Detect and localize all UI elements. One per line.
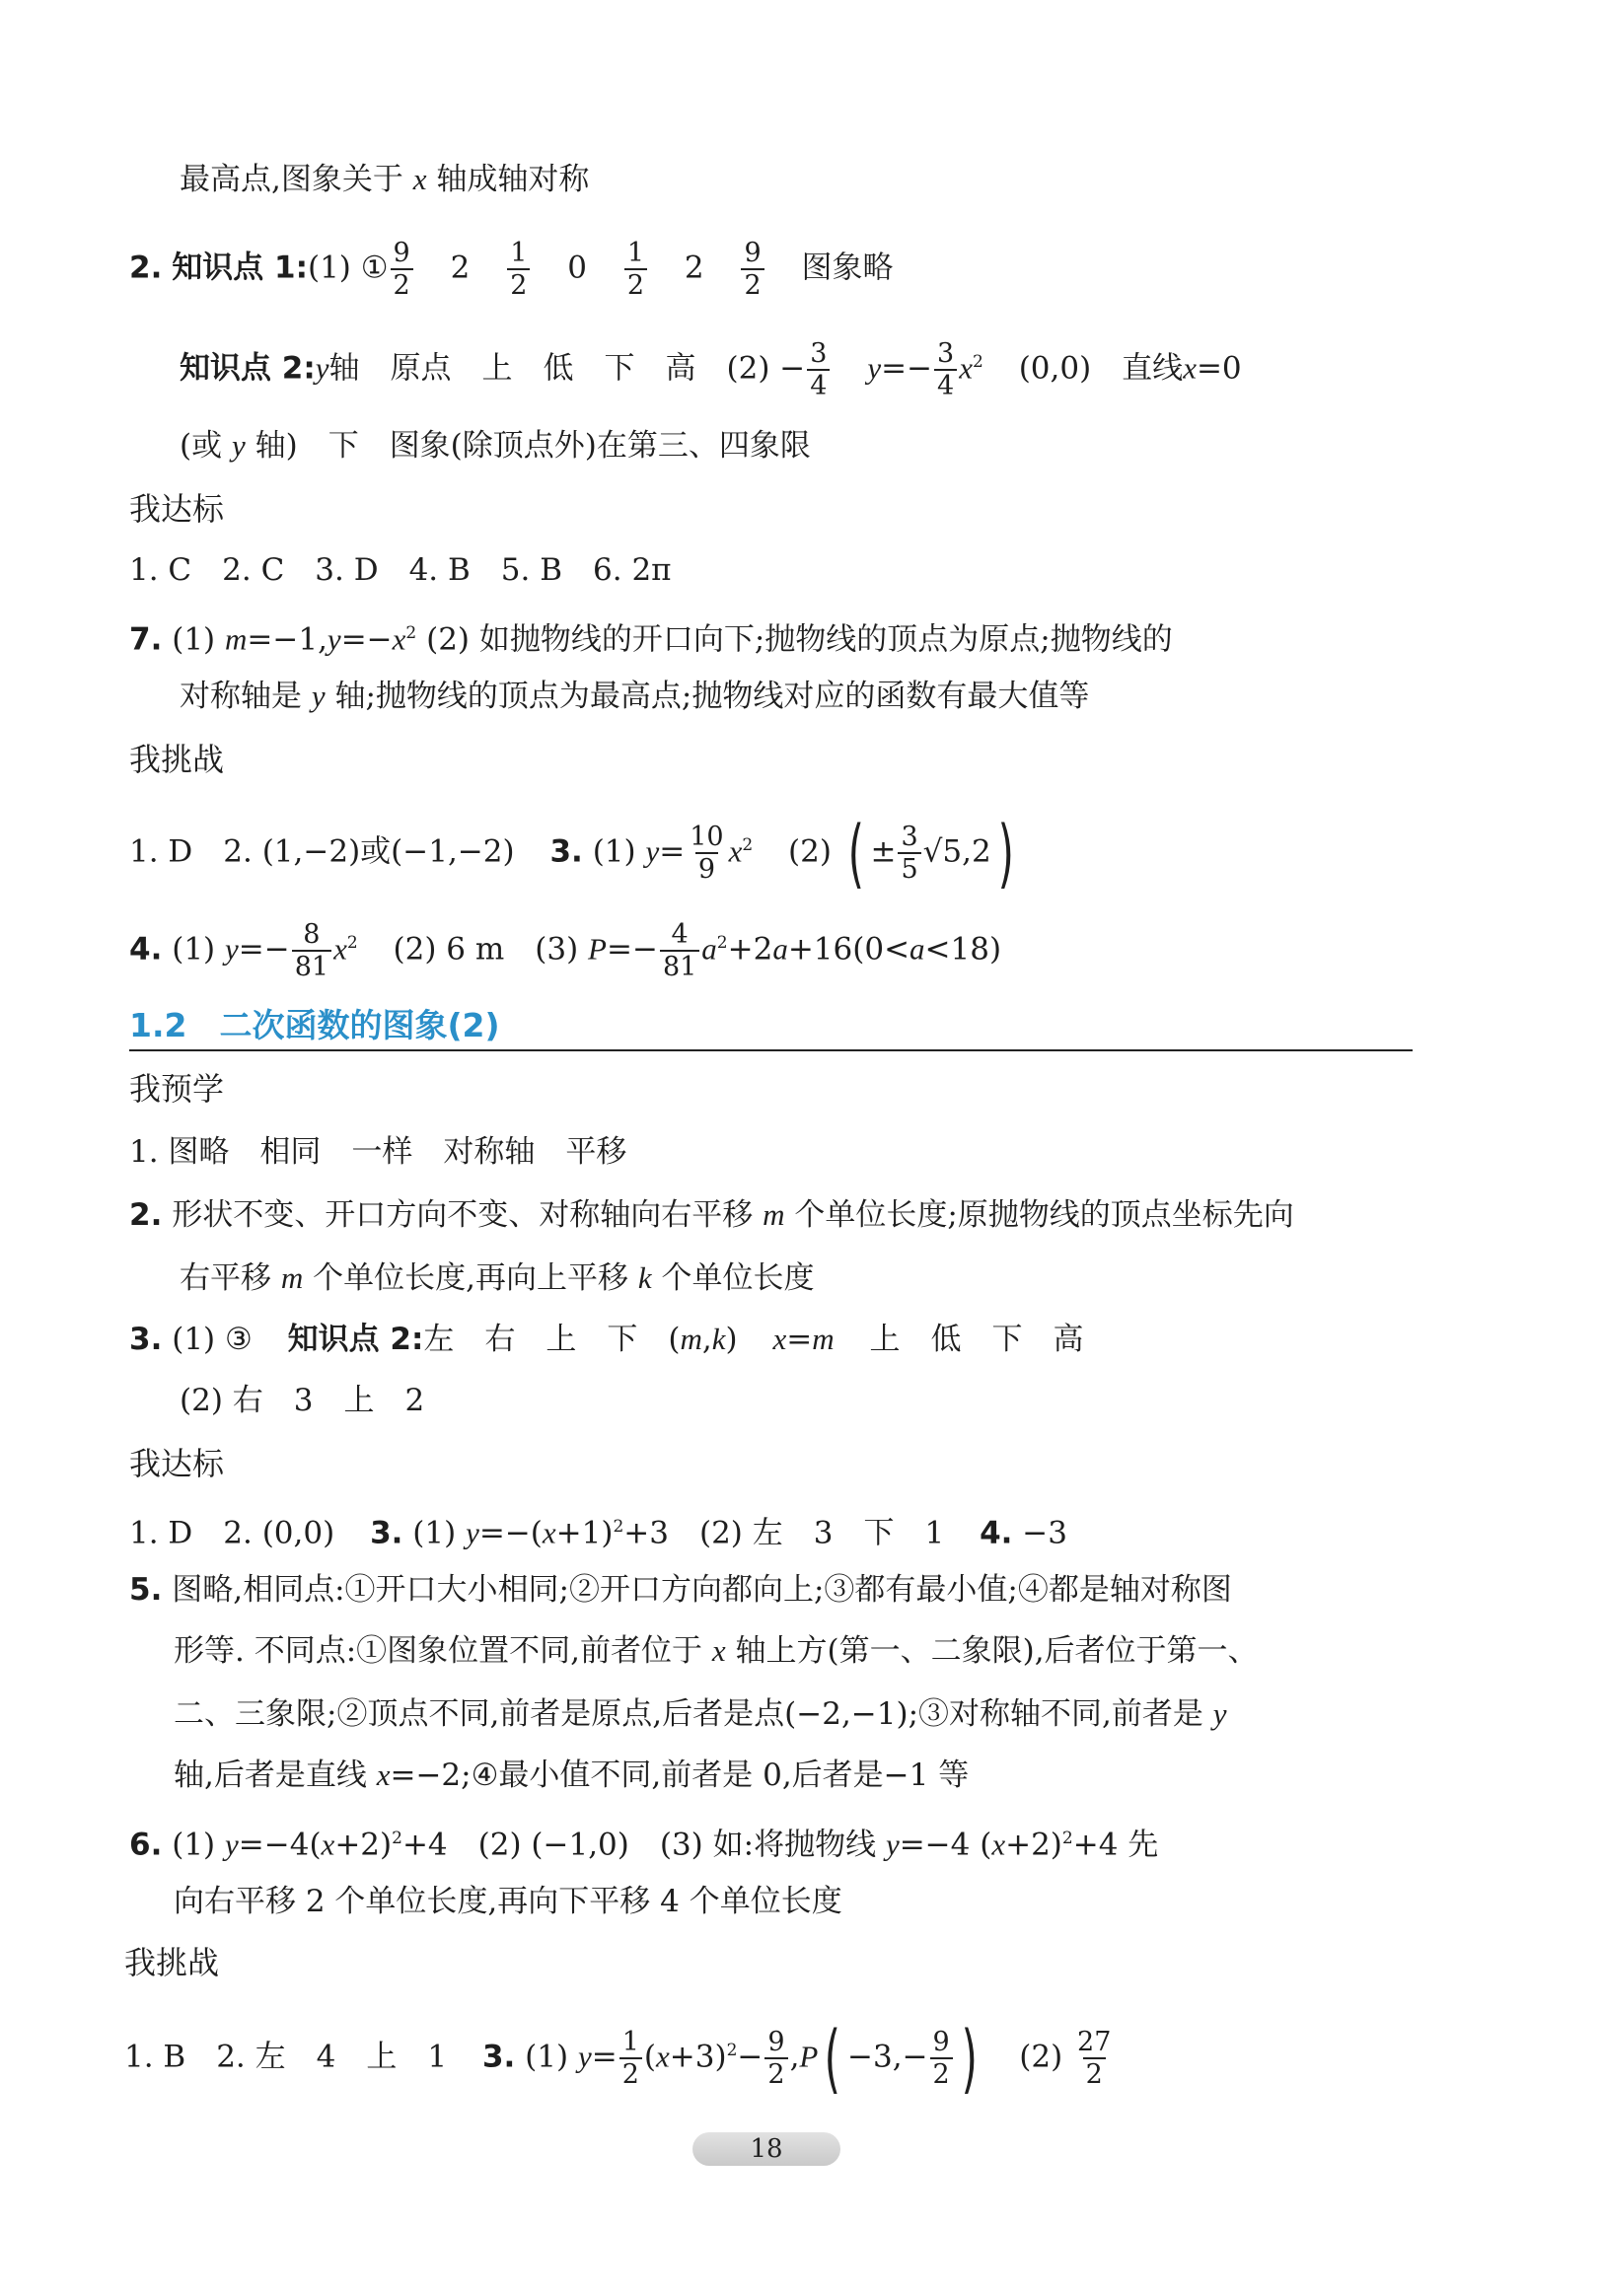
text-line: 轴,后者是直线 x=−2;④最小值不同,前者是 0,后者是−1 等 <box>174 1758 970 1793</box>
section-title: 1.2 二次函数的图象(2) <box>129 1006 500 1044</box>
fraction: $\frac{8}{81}$ <box>292 921 331 980</box>
text-line: 右平移 m 个单位长度,再向上平移 k 个单位长度 <box>180 1260 815 1296</box>
answer-7: 7. (1) $m=-1,y=-x^2$ (2) 如抛物线的开口向下;抛物线的顶点为原点;抛物线的 <box>129 621 1173 658</box>
text-line: 二、三象限;②顶点不同,前者是原点,后者是点(−2,−1);③对称轴不同,前者是 y <box>174 1696 1227 1732</box>
fraction: $\frac{4}{81}$ <box>660 921 699 980</box>
text-line: (或 y 轴) 下 图象(除顶点外)在第三、四象限 <box>180 428 811 464</box>
text-line: 形等. 不同点:①图象位置不同,前者位于 x 轴上方(第一、二象限),后者位于第一、 <box>174 1633 1259 1669</box>
section-heading: 我挑战 <box>129 741 225 778</box>
fraction: $\frac{9}{2}$ <box>391 240 413 299</box>
text-line: 最高点,图象关于 x 轴成轴对称 <box>180 162 590 197</box>
text-line: (2) 右 3 上 2 <box>180 1383 425 1418</box>
answers-line: 1. B 2. 左 4 上 1 3. (1) y= $\frac{1}{2}$ $(x+3)^2-$ $\frac{9}{2}$ ,P( −3,− $\frac{9}{2}$ ) (2) $\frac{27}{2}$ <box>124 2024 1116 2093</box>
answer-3: 3. (1) ③ 知识点 2:左 右 上 下 (m,k) x=m 上 低 下 高 <box>129 1322 1084 1357</box>
fraction: $\frac{10}{9}$ <box>690 822 724 885</box>
section-heading: 我挑战 <box>124 1944 220 1981</box>
fraction: $\frac{3}{5}$ <box>898 824 920 883</box>
fraction: $\frac{1}{2}$ <box>619 2029 642 2088</box>
answers-line: 1. D 2. (0,0) 3. (1) $y=-(x+1)^2+3$ (2) 左 3 下 1 4. −3 <box>129 1515 1067 1551</box>
fraction: $\frac{9}{2}$ <box>930 2029 953 2088</box>
answers-line: 1. C 2. C 3. D 4. B 5. B 6. 2π <box>129 552 672 588</box>
answers-line: 1. D 2. (1,−2)或(−1,−2) 3. (1) y= $\frac{10}{9}$ $x^2$ (2) ( ± $\frac{3}{5}$ √5,2) <box>129 809 1014 897</box>
fraction: $\frac{1}{2}$ <box>624 240 647 299</box>
section-heading: 我达标 <box>129 1445 225 1482</box>
fraction: $\frac{3}{4}$ <box>934 340 957 399</box>
answer-2-part-2: 知识点 2:y轴 原点 上 低 下 高 (2) − $\frac{3}{4}$ y=− $\frac{3}{4}$ $x^2$ (0,0) 直线x=0 <box>180 338 1242 401</box>
fraction: $\frac{3}{4}$ <box>807 340 830 399</box>
page-number: 18 <box>692 2132 840 2166</box>
answer-2: 2. 知识点 1:(1) ① $\frac{9}{2}$ 2 $\frac{1}{2}$ 0 $\frac{1}{2}$ 2 $\frac{9}{2}$ 图象略 <box>129 238 894 301</box>
answers-line: 1. 图略 相同 一样 对称轴 平移 <box>129 1134 627 1170</box>
fraction: $\frac{27}{2}$ <box>1077 2027 1112 2090</box>
fraction: $\frac{9}{2}$ <box>764 2029 787 2088</box>
section-heading: 我预学 <box>129 1070 225 1108</box>
answer-2: 2. 形状不变、开口方向不变、对称轴向右平移 m 个单位长度;原抛物线的顶点坐标先向 <box>129 1197 1294 1233</box>
text-line: 对称轴是 y 轴;抛物线的顶点为最高点;抛物线对应的函数有最大值等 <box>180 679 1090 714</box>
text-line: 向右平移 2 个单位长度,再向下平移 4 个单位长度 <box>174 1884 842 1919</box>
fraction: $\frac{1}{2}$ <box>507 240 530 299</box>
answer-6: 6. (1) $y=-4(x+2)^2+4$ (2) (−1,0) (3) 如:将抛物线 y=−4 $(x+2)^2+4$ 先 <box>129 1827 1159 1863</box>
fraction: $\frac{9}{2}$ <box>741 240 764 299</box>
section-heading: 我达标 <box>129 490 225 528</box>
answer-5: 5. 图略,相同点:①开口大小相同;②开口方向都向上;③都有最小值;④都是轴对称图 <box>129 1572 1232 1608</box>
title-underline <box>129 1049 1413 1051</box>
answer-4: 4. (1) y=− $\frac{8}{81}$ $x^2$ (2) 6 m (3) P=− $\frac{4}{81}$ $a^2+2a+16(0<a<18)$ <box>129 919 1002 982</box>
